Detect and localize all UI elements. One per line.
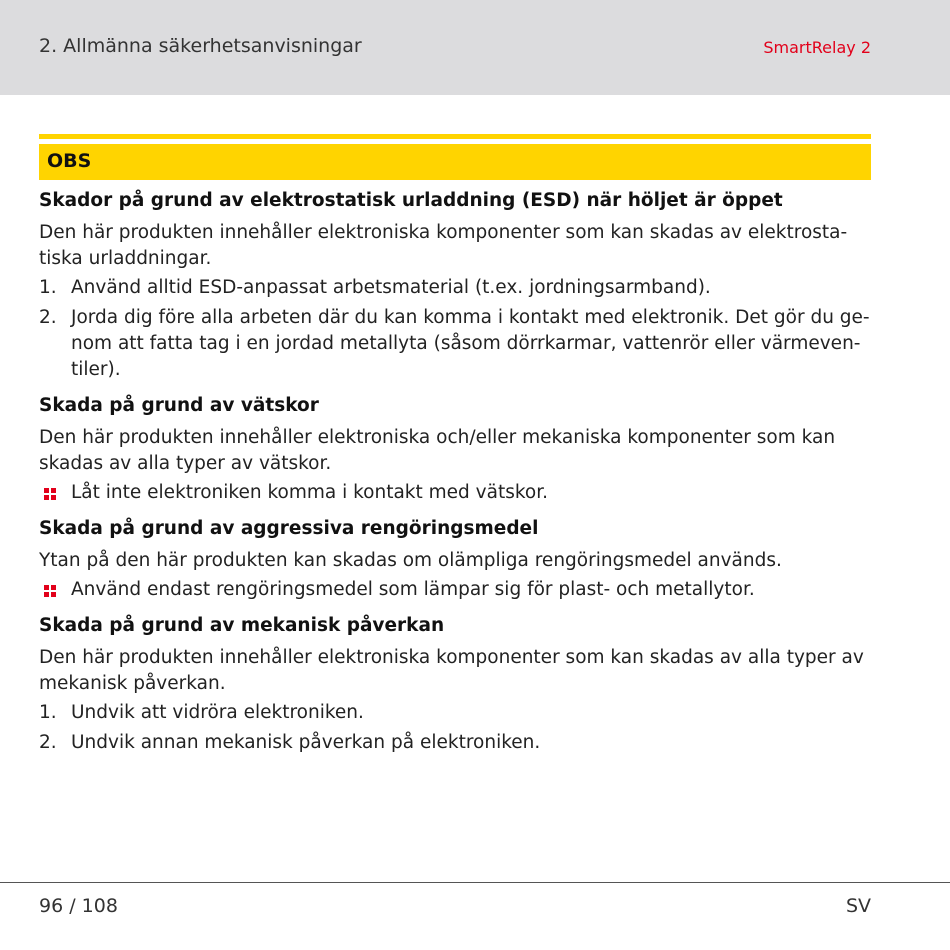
- red-four-square-bullet-icon: [44, 488, 56, 500]
- page-number: 96 / 108: [39, 895, 118, 917]
- page-header: [0, 0, 950, 95]
- footer-divider: [0, 882, 950, 883]
- list-number: 2.: [39, 732, 57, 753]
- notice-label: OBS: [47, 150, 92, 172]
- list-text: Låt inte elektroniken komma i kontakt med vätskor.: [71, 482, 549, 503]
- section-title: 2. Allmänna säkerhetsanvisningar: [39, 35, 362, 57]
- esd-heading: Skador på grund av elektrostatisk urladdning (ESD) när höljet är öppet: [39, 190, 783, 211]
- liquids-heading: Skada på grund av vätskor: [39, 395, 319, 416]
- list-text: Undvik att vidröra elektroniken.: [71, 702, 364, 723]
- red-four-square-bullet-icon: [44, 585, 56, 597]
- list-text: Använd alltid ESD-anpassat arbetsmaterial (t.ex. jordningsarmband).: [71, 277, 711, 298]
- cleaning-heading: Skada på grund av aggressiva rengöringsmedel: [39, 518, 539, 539]
- mechanical-description: Den här produkten innehåller elektroniska komponenter som kan skadas av alla typer av mekanisk påverkan.: [39, 647, 864, 694]
- list-number: 1.: [39, 702, 57, 723]
- list-number: 1.: [39, 277, 57, 298]
- mechanical-heading: Skada på grund av mekanisk påverkan: [39, 615, 445, 636]
- list-item: [39, 480, 871, 506]
- list-text: Undvik annan mekanisk påverkan på elektroniken.: [71, 732, 541, 753]
- list-item: [39, 305, 871, 383]
- cleaning-description: Ytan på den här produkten kan skadas om olämpliga rengöringsmedel används.: [39, 550, 782, 571]
- list-item: [39, 577, 871, 603]
- language-code: SV: [845, 895, 871, 917]
- product-name: SmartRelay 2: [763, 38, 871, 57]
- notice-content: [39, 188, 871, 760]
- list-item: [39, 730, 871, 756]
- list-number: 2.: [39, 307, 57, 328]
- list-text: Jorda dig före alla arbeten där du kan komma i kontakt med elektronik. Det gör du ge- nom att fatta tag i en jordad metallyta (såsom dörrkarmar, vattenrör eller värmeven- tiler).: [71, 307, 870, 380]
- notice-top-rule: [39, 134, 871, 139]
- list-text: Använd endast rengöringsmedel som lämpar sig för plast- och metallytor.: [71, 579, 755, 600]
- notice-banner: [39, 144, 871, 180]
- list-item: [39, 700, 871, 726]
- esd-description: Den här produkten innehåller elektroniska komponenter som kan skadas av elektrosta- tiska urladdningar.: [39, 222, 848, 269]
- liquids-description: Den här produkten innehåller elektroniska och/eller mekaniska komponenter som kan skadas av alla typer av vätskor.: [39, 427, 836, 474]
- list-item: [39, 275, 871, 301]
